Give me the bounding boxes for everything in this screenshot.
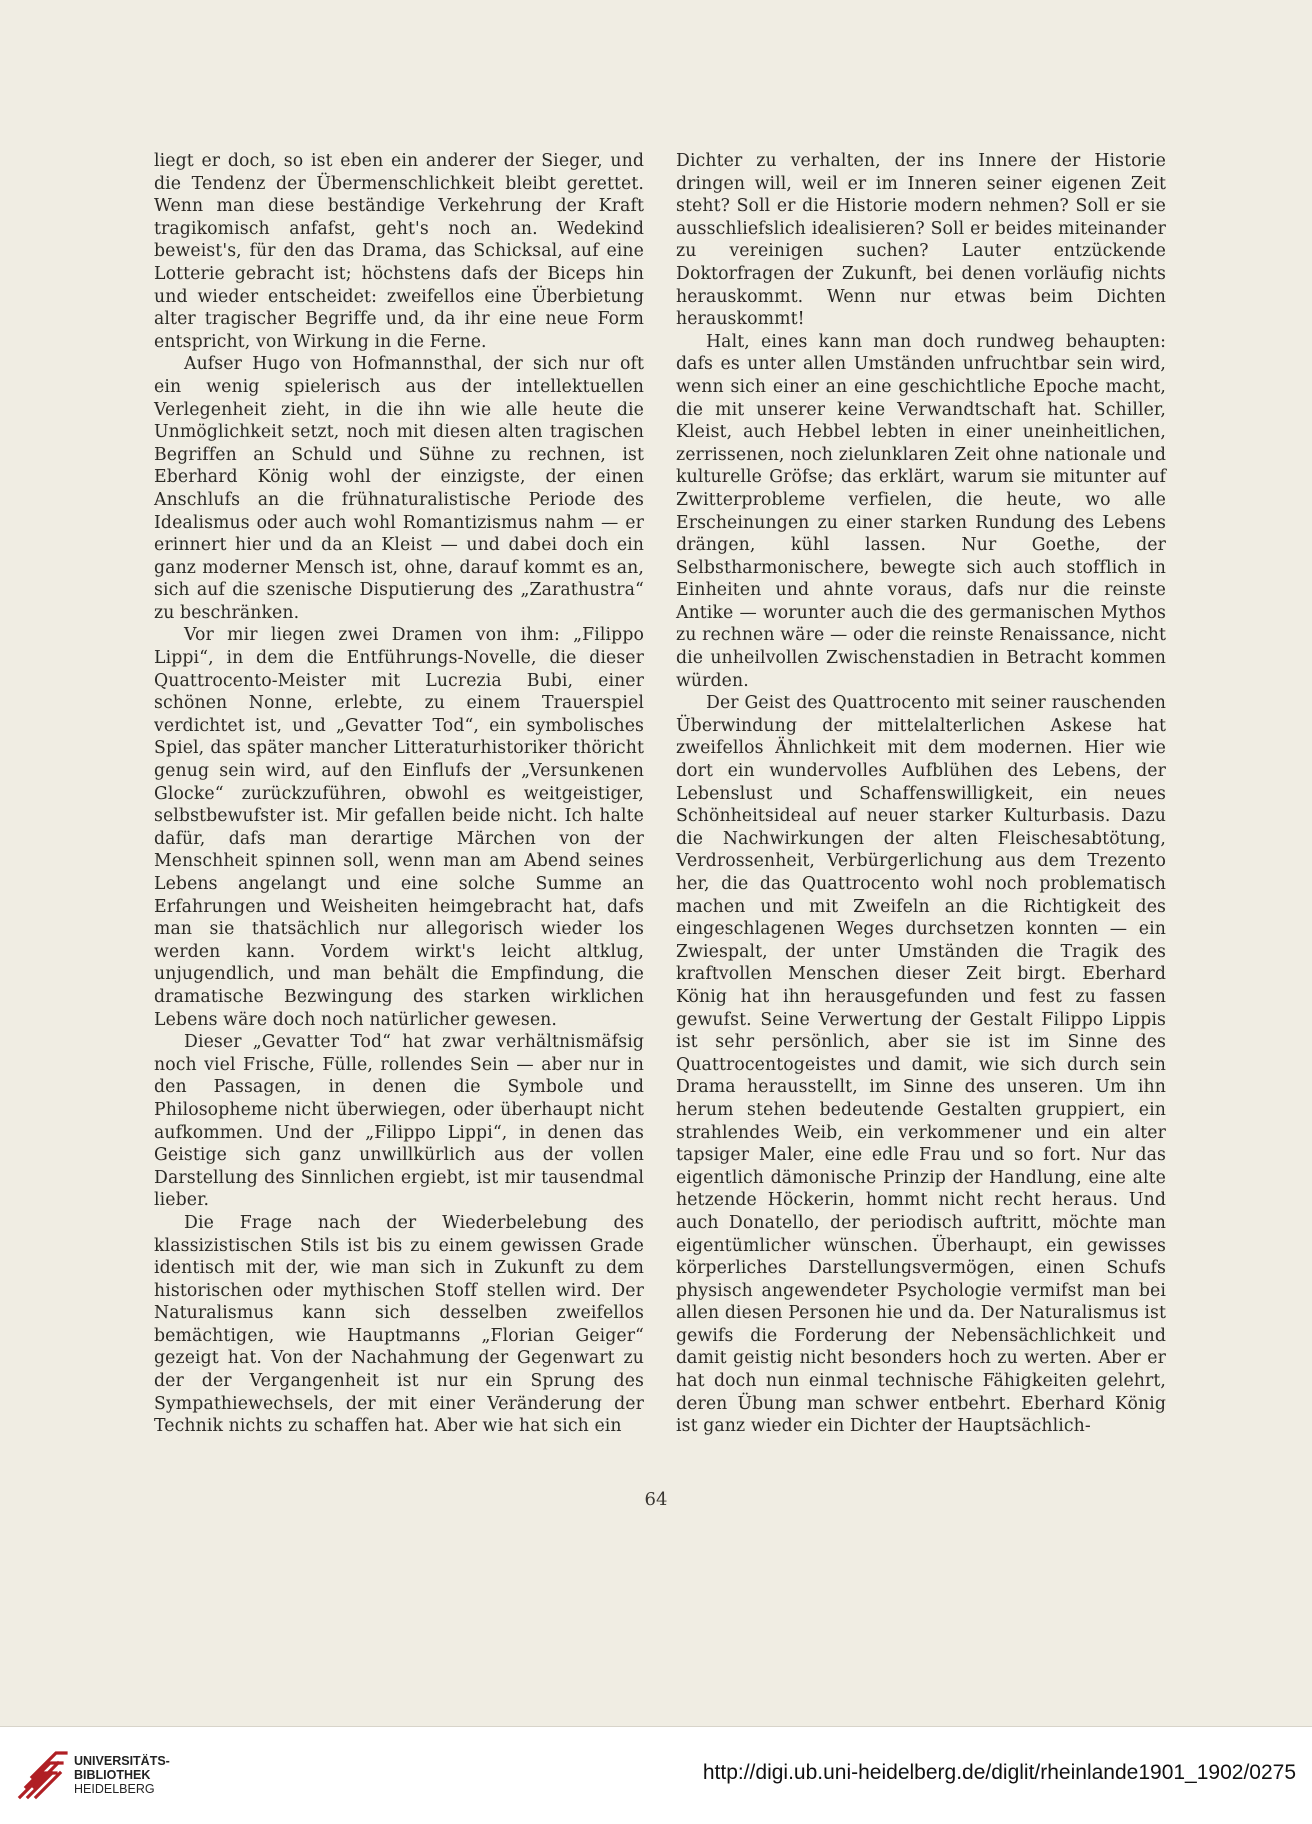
page-number: 64 [644,1489,668,1510]
paragraph: Aufser Hugo von Hofmannsthal, der sich nur oft ein wenig spielerisch aus der intellektuellen Verlegenheit zieht, in die ihn wie alle heute die Unmöglichkeit setzt, noch mit diesen alten tragischen Begriffen an Schuld und Sühne zu rechnen, ist Eberhard König wohl der einzigste, der einen Anschlufs an die frühnaturalistische Periode des Idealismus oder auch wohl Romantizismus nahm — er erinnert hier und da an Kleist — und dabei doch ein ganz moderner Mensch ist, ohne, darauf kommt es an, sich auf die szenische Disputierung des „Zarathustra“ zu beschränken. [154,354,644,623]
source-url[interactable]: http://digi.ub.uni-heidelberg.de/diglit/rheinlande1901_1902/0275 [702,1761,1296,1784]
paragraph: liegt er doch, so ist eben ein anderer der Sieger, und die Tendenz der Übermenschlichkeit bleibt gerettet. Wenn man diese beständige Verkehrung der Kraft tragikomisch anfafst, geht's noch an. Wedekind beweist's, für den das Drama, das Schicksal, auf eine Lotterie gebracht ist; höchstens dafs der Biceps hin und wieder entscheidet: zweifellos eine Überbietung alter tragischer Begriffe und, da ihr eine neue Form entspricht, von Wirkung in die Ferne. [154,151,644,352]
footer-bar [0,1726,1312,1824]
paragraph: Dichter zu verhalten, der ins Innere der Historie dringen will, weil er im Inneren seiner eigenen Zeit steht? Soll er die Historie modern nehmen? Soll er sie ausschliefslich idealisieren? Soll er beides miteinander zu vereinigen suchen? Lauter entzückende Doktorfragen der Zukunft, bei denen vorläufig nichts herauskommt. Wenn nur etwas beim Dichten herauskommt! [676,151,1166,330]
paragraph: Dieser „Gevatter Tod“ hat zwar verhältnismäfsig noch viel Frische, Fülle, rollendes Sein — aber nur in den Passagen, in denen die Symbole und Philosopheme nicht überwiegen, oder überhaupt nicht aufkommen. Und der „Filippo Lippi“, in denen das Geistige sich ganz unwillkürlich aus der vollen Darstellung des Sinnlichen ergiebt, ist mir tausendmal lieber. [154,1032,644,1211]
right-column [676,150,1166,1438]
paragraph: Der Geist des Quattrocento mit seiner rauschenden Überwindung der mittelalterlichen Askese hat zweifellos Ähnlichkeit mit dem modernen. Hier wie dort ein wundervolles Aufblühen des Lebens, der Lebenslust und Schaffenswilligkeit, ein neues Schönheitsideal auf neuer starker Kulturbasis. Dazu die Nachwirkungen der alten Fleischesabtötung, Verdrossenheit, Verbürgerlichung aus dem Trezento her, die das Quattrocento wohl noch problematisch machen und mit Zweifeln an die Richtigkeit des eingeschlagenen Weges durchsetzen konnten — ein Zwiespalt, der unter Umständen die Tragik des kraftvollen Menschen dieser Zeit birgt. Eberhard König hat ihn herausgefunden und fest zu fassen gewufst. Seine Verwertung der Gestalt Filippo Lippis ist sehr persönlich, aber sie ist im Sinne des Quattrocentogeistes und damit, wie sich durch sein Drama herausstellt, im Sinne des unseren. Um ihn herum stehen bedeutende Gestalten gruppiert, ein strahlendes Weib, ein verkommener und ein alter tapsiger Maler, eine edle Frau und so fort. Nur das eigentlich dämonische Prinzip der Handlung, eine alte hetzende Höckerin, hommt nicht recht heraus. Und auch Donatello, der periodisch auftritt, möchte man eigentümlicher wünschen. Überhaupt, ein gewisses körperliches Darstellungsvermögen, einen Schufs physisch angewendeter Psychologie vermifst man bei allen diesen Personen hie und da. Der Naturalismus ist gewifs die Forderung der Nebensächlichkeit und damit geistig nicht besonders hoch zu werten. Aber er hat doch nun einmal technische Fähigkeiten gelehrt, deren Übung man schwer entbehrt. Eberhard König ist ganz wieder ein Dichter der Hauptsächlich- [676,693,1166,1437]
paragraph: Vor mir liegen zwei Dramen von ihm: „Filippo Lippi“, in dem die Entführungs-Novelle, die dieser Quattrocento-Meister mit Lucrezia Bubi, einer schönen Nonne, erlebte, zu einem Trauerspiel verdichtet ist, und „Gevatter Tod“, ein symbolisches Spiel, das später mancher Litteraturhistoriker thöricht genug sein wird, auf den Einflufs der „Versunkenen Glocke“ zurückzuführen, obwohl es weitgeistiger, selbstbewufster ist. Mir gefallen beide nicht. Ich halte dafür, dafs man derartige Märchen von der Menschheit spinnen soll, wenn man am Abend seines Lebens angelangt und eine solche Summe an Erfahrungen und Weisheiten heimgebracht hat, dafs man sie thatsächlich nur allegorisch wieder los werden kann. Vordem wirkt's leicht altklug, unjugendlich, und man behält die Empfindung, die dramatische Bezwingung des starken wirklichen Lebens wäre doch noch natürlicher gewesen. [154,625,644,1030]
library-logo-icon [14,1747,70,1803]
library-name [74,1754,170,1796]
paragraph: Die Frage nach der Wiederbelebung des klassizistischen Stils ist bis zu einem gewissen Grade identisch mit der, wie man sich in Zukunft zu dem historischen oder mythischen Stoff stellen wird. Der Naturalismus kann sich desselben zweifellos bemächtigen, wie Hauptmanns „Florian Geiger“ gezeigt hat. Von der Nachahmung der Gegenwart zu der der Vergangenheit ist nur ein Sprung des Sympathiewechsels, der mit einer Veränderung der Technik nichts zu schaffen hat. Aber wie hat sich ein [154,1212,644,1437]
library-name-line: UNIVERSITÄTS- [74,1754,170,1768]
library-name-line: BIBLIOTHEK [74,1768,151,1782]
library-name-line: HEIDELBERG [74,1782,155,1796]
left-column [154,150,644,1438]
paragraph: Halt, eines kann man doch rundweg behaupten: dafs es unter allen Umständen unfruchtbar sein wird, wenn sich einer an eine geschichtliche Epoche macht, die mit unserer keine Verwandtschaft hat. Schiller, Kleist, auch Hebbel lebten in einer uneinheitlichen, zerrissenen, noch zielunklaren Zeit ohne nationale und kulturelle Gröfse; das erklärt, warum sie mitunter auf Zwitterprobleme verfielen, die heute, wo alle Erscheinungen zu einer starken Rundung des Lebens drängen, kühl lassen. Nur Goethe, der Selbstharmonischere, bewegte sich auch stofflich in Einheiten und ahnte voraus, dafs nur die reinste Antike — worunter auch die des germanischen Mythos zu rechnen wäre — oder die reinste Renaissance, nicht die unheilvollen Zwischenstadien in Betracht kommen würden. [676,331,1166,691]
